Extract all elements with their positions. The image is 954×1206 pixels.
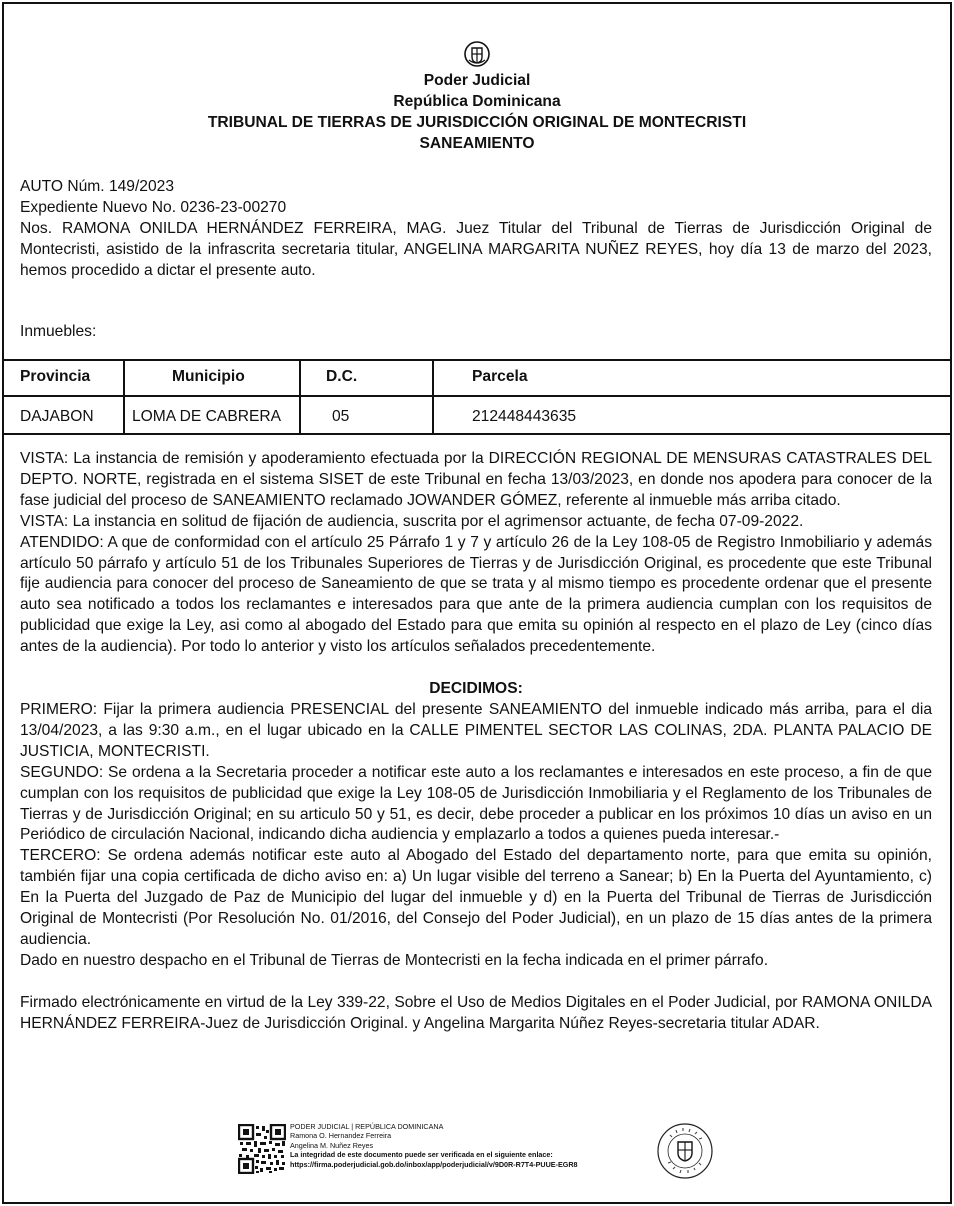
vista-paragraph-2: VISTA: La instancia en solitud de fijación de audiencia, suscrita por el agrimensor actuante, de fecha 07-09-2022. — [20, 512, 804, 530]
signature-footer — [234, 1122, 734, 1178]
document-header — [4, 40, 950, 154]
cell-dc: 05 — [332, 408, 350, 425]
header-parcela: Parcela — [472, 368, 528, 385]
expediente-number: Expediente Nuevo No. 0236-23-00270 — [20, 198, 287, 216]
header-country: República Dominicana — [393, 93, 561, 110]
table-row — [4, 399, 950, 435]
property-table — [4, 359, 950, 435]
header-tribunal: TRIBUNAL DE TIERRAS DE JURISDICCIÓN ORIGINAL DE MONTECRISTI — [207, 114, 747, 131]
qr-code-icon[interactable] — [238, 1124, 286, 1174]
table-header-row — [4, 361, 950, 397]
cell-parcela: 212448443635 — [472, 408, 577, 425]
official-stamp-icon — [656, 1122, 714, 1180]
header-municipio: Municipio — [172, 368, 245, 385]
cell-provincia: DAJABON — [20, 408, 94, 425]
table-divider — [432, 361, 434, 435]
decidimos-heading: DECIDIMOS: — [429, 680, 523, 698]
header-provincia: Provincia — [20, 368, 91, 385]
vista-paragraph-1: VISTA: La instancia de remisión y apoderamiento efectuada por la DIRECCIÓN REGIONAL DE MENSURAS CATASTRALES DEL DEPTO. NORTE, registrada en el sistema SISET de este Tribunal en fecha 13/03/2023, en donde nos apodera para conocer de la fase judicial del proceso de SANEAMIENTO reclamado JOWANDER GÓMEZ, referente al inmueble más arriba citado. — [20, 450, 932, 509]
primero-paragraph: PRIMERO: Fijar la primera audiencia PRESENCIAL del presente SANEAMIENTO del inmueble indicado más arriba, para el dia 13/04/2023, a las 9:30 a.m., en el lugar ubicado en la CALLE PIMENTEL SECTOR LAS COLINAS, 2DA. PLANTA PALACIO DE JUSTICIA, MONTECRISTI. — [20, 700, 932, 760]
document-page — [2, 2, 952, 1204]
table-divider — [123, 361, 125, 435]
signature-judge: Ramona O. Hernandez Ferreira — [290, 1131, 392, 1141]
signature-details — [290, 1122, 578, 1169]
tercero-paragraph: TERCERO: Se ordena además notificar este auto al Abogado del Estado del departamento norte, para que emita su opinión, también fijar una copia certificada de dicho aviso en: a) Un lugar visible del terreno a Sanear; b) En la Puerta del Ayuntamiento, c) En la Puerta del Juzgado de Paz de Municipio del lugar del inmueble y d) en la Puerta del Tribunal de Tierras de Jurisdicción Original de Montecristi (Por Resolución No. 01/2016, del Consejo del Poder Judicial), en un plazo de 15 días antes de la primera audiencia. — [20, 847, 932, 948]
cell-municipio: LOMA DE CABRERA — [132, 408, 282, 425]
table-divider — [299, 361, 301, 435]
signature-verify-link[interactable]: https://firma.poderjudicial.gob.do/inbox/app/poderjudicial/v/9D0R-R7T4-PUUE-EGR8 — [290, 1159, 578, 1169]
body-section — [20, 449, 932, 1035]
header-dc: D.C. — [326, 368, 358, 385]
signature-institution: PODER JUDICIAL | REPÚBLICA DOMINICANA — [290, 1122, 444, 1131]
firmado-paragraph: Firmado electrónicamente en virtud de la Ley 339-22, Sobre el Uso de Medios Digitales en el Poder Judicial, por RAMONA ONILDA HERNÁNDEZ FERREIRA-Juez de Jurisdicción Original. y Angelina Margarita Núñez Reyes-secretaria titular ADAR. — [20, 993, 932, 1032]
inmuebles-label: Inmuebles: — [20, 323, 97, 340]
coat-of-arms-icon — [463, 40, 491, 68]
header-institution: Poder Judicial — [423, 72, 531, 89]
atendido-paragraph: ATENDIDO: A que de conformidad con el artículo 25 Párrafo 1 y 7 y artículo 26 de la Ley 108-05 de Registro Inmobiliario y además artículo 50 párrafo y artículo 51 de los Tribunales Superiores de Tierras y de Jurisdicción Original, es procedente que este Tribunal fije audiencia para conocer del proceso de Saneamiento de que se trata y al mismo tiempo es procedente ordenar que el presente auto sea notificado a todos los reclamantes e interesados para que ante de la primera audiencia cumplan con los requisitos de publicidad que exige la Ley, asi como al abogado del Estado para que emita su opinión al respecto en el plazo de Ley (cinco días antes de la audiencia). Por todo lo anterior y visto los artículos señalados precedentemente. — [20, 533, 932, 656]
segundo-paragraph: SEGUNDO: Se ordena a la Secretaria proceder a notificar este auto a los reclamantes e interesados en este proceso, a fin de que cumplan con los requisitos de publicidad que exige la Ley 108-05 de Jurisdicción Inmobiliaria y el Reglamento de los Tribunales de Tierras y de Jurisdicción Original; en su articulo 50 y 51, es decir, debe proceder a publicar en los próximos 10 días un aviso en un Periódico de circulación Nacional, indicando dicha audiencia y emplazarlo a todos a quienes pueda interesar.- — [20, 763, 932, 844]
signature-secretary: Angelina M. Nuñez Reyes — [290, 1140, 374, 1150]
header-subject: SANEAMIENTO — [419, 135, 535, 152]
dado-paragraph: Dado en nuestro despacho en el Tribunal de Tierras de Montecristi en la fecha indicada en el primer párrafo. — [20, 951, 769, 969]
spacer — [20, 972, 932, 993]
intro-paragraph: Nos. RAMONA ONILDA HERNÁNDEZ FERREIRA, MAG. Juez Titular del Tribunal de Tierras de Jurisdicción Original de Montecristi, asistido de la infrascrita secretaria titular, ANGELINA MARGARITA NUÑEZ REYES, hoy día 13 de marzo del 2023, hemos procedido a dictar el presente auto. — [20, 219, 932, 279]
signature-integrity-note: La integridad de este documento puede ser verificada en el siguiente enlace: — [290, 1150, 553, 1160]
intro-section — [20, 177, 932, 282]
auto-number: AUTO Núm. 149/2023 — [20, 178, 174, 195]
